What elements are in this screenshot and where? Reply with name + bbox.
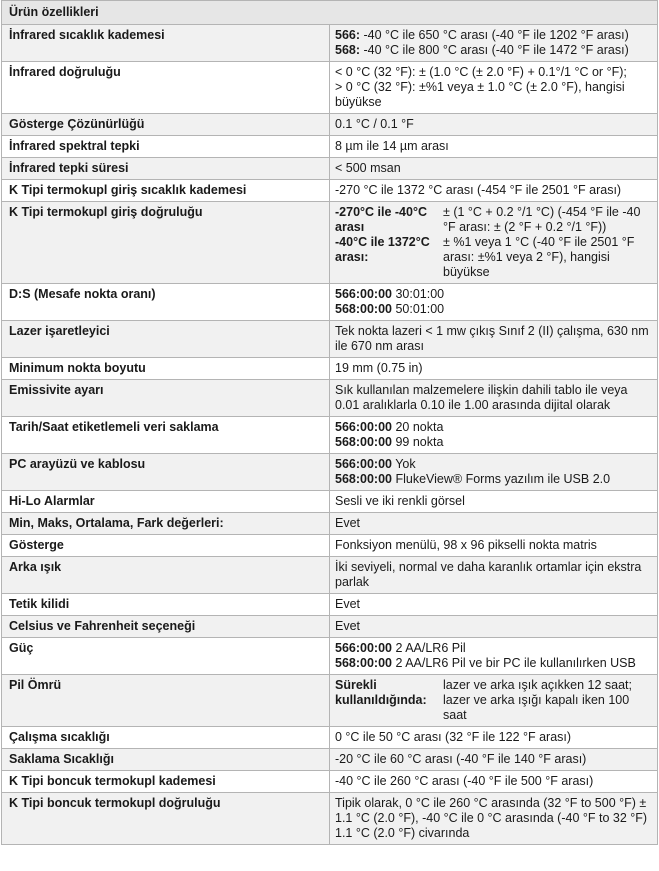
spec-subrow-value: ± (1 °C + 0.2 °/1 °C) (-454 °F ile -40 °F arası: ± (2 °F + 0.2 °/1 °F)): [443, 205, 641, 234]
table-row: [2, 557, 658, 594]
spec-line-key: 566:00:00: [335, 641, 392, 655]
spec-line-value: -40 °C ile 260 °C arası (-40 °F ile 500 °F arası): [335, 774, 594, 788]
spec-line-value: Fonksiyon menülü, 98 x 96 pikselli nokta matris: [335, 538, 597, 552]
spec-line-value: 30:01:00: [392, 287, 445, 301]
spec-label: D:S (Mesafe nokta oranı): [2, 284, 330, 321]
spec-line: [335, 796, 651, 841]
spec-value: [330, 491, 658, 513]
spec-label: Gösterge: [2, 535, 330, 557]
spec-value: [330, 557, 658, 594]
spec-line-value: Evet: [335, 516, 361, 530]
spec-value: [330, 594, 658, 616]
spec-label: Gösterge Çözünürlüğü: [2, 114, 330, 136]
spec-line: [335, 752, 651, 767]
spec-line-key: 568:00:00: [335, 435, 392, 449]
spec-line-key: 566:: [335, 28, 361, 42]
spec-value: [330, 616, 658, 638]
spec-line-value: -40 °C ile 650 °C arası (-40 °F ile 1202 °F arası): [360, 28, 629, 42]
spec-line: [335, 619, 651, 634]
spec-value: [330, 321, 658, 358]
spec-value: [330, 727, 658, 749]
spec-value: [330, 454, 658, 491]
spec-line: [335, 302, 651, 317]
spec-label: PC arayüzü ve kablosu: [2, 454, 330, 491]
spec-label: Minimum nokta boyutu: [2, 358, 330, 380]
spec-line: [335, 538, 651, 553]
spec-line-value: 19 mm (0.75 in): [335, 361, 423, 375]
spec-line-value: > 0 °C (32 °F): ±%1 veya ± 1.0 °C (± 2.0 °F), hangisi büyükse: [335, 80, 625, 109]
spec-line-key: 568:: [335, 43, 361, 57]
spec-line: [335, 117, 651, 132]
table-row: [2, 793, 658, 845]
table-row: [2, 675, 658, 727]
table-row: [2, 321, 658, 358]
spec-line: [335, 435, 651, 450]
spec-line-key: 566:00:00: [335, 420, 392, 434]
spec-value: [330, 136, 658, 158]
spec-line: [335, 730, 651, 745]
spec-line: [335, 641, 651, 656]
spec-value: [330, 180, 658, 202]
spec-subrow: [335, 678, 651, 723]
spec-line-value: Evet: [335, 597, 361, 611]
spec-label: Çalışma sıcaklığı: [2, 727, 330, 749]
spec-subrow-key: Sürekli kullanıldığında:: [335, 678, 427, 707]
spec-value: [330, 638, 658, 675]
table-row: [2, 136, 658, 158]
table-row: [2, 25, 658, 62]
spec-line: [335, 183, 651, 198]
spec-line: [335, 457, 651, 472]
spec-line: [335, 516, 651, 531]
spec-line-value: < 0 °C (32 °F): ± (1.0 °C (± 2.0 °F) + 0.1°/1 °C or °F);: [335, 65, 627, 79]
table-row: [2, 616, 658, 638]
spec-table: [1, 0, 658, 845]
spec-line-value: 0.1 °C / 0.1 °F: [335, 117, 414, 131]
spec-line: [335, 420, 651, 435]
table-row: [2, 749, 658, 771]
spec-line: [335, 656, 651, 671]
spec-label: İnfrared tepki süresi: [2, 158, 330, 180]
spec-label: K Tipi termokupl giriş sıcaklık kademesi: [2, 180, 330, 202]
spec-label: Hi-Lo Alarmlar: [2, 491, 330, 513]
spec-label: Min, Maks, Ortalama, Fark değerleri:: [2, 513, 330, 535]
spec-line-value: -270 °C ile 1372 °C arası (-454 °F ile 2501 °F arası): [335, 183, 622, 197]
spec-line: [335, 28, 651, 43]
spec-line-key: 568:00:00: [335, 472, 392, 486]
spec-line-key: 566:00:00: [335, 457, 392, 471]
spec-line-value: 2 AA/LR6 Pil: [392, 641, 466, 655]
spec-value: [330, 793, 658, 845]
spec-line-value: Tek nokta lazeri < 1 mw çıkış Sınıf 2 (II) çalışma, 630 nm ile 670 nm arası: [335, 324, 649, 353]
table-row: [2, 202, 658, 284]
spec-value: [330, 114, 658, 136]
spec-value: [330, 771, 658, 793]
spec-line-value: İki seviyeli, normal ve daha karanlık ortamlar için ekstra parlak: [335, 560, 642, 589]
table-row: [2, 62, 658, 114]
table-row: [2, 180, 658, 202]
spec-value: [330, 380, 658, 417]
table-row: [2, 638, 658, 675]
table-row: [2, 454, 658, 491]
spec-value: [330, 675, 658, 727]
spec-line: [335, 65, 651, 80]
spec-label: İnfrared doğruluğu: [2, 62, 330, 114]
spec-label: Lazer işaretleyici: [2, 321, 330, 358]
spec-label: Celsius ve Fahrenheit seçeneği: [2, 616, 330, 638]
table-row: [2, 727, 658, 749]
table-row: [2, 284, 658, 321]
spec-label: K Tipi termokupl giriş doğruluğu: [2, 202, 330, 284]
spec-line: [335, 774, 651, 789]
spec-label: Tetik kilidi: [2, 594, 330, 616]
spec-line-value: -20 °C ile 60 °C arası (-40 °F ile 140 °F arası): [335, 752, 587, 766]
spec-line-value: 2 AA/LR6 Pil ve bir PC ile kullanılırken USB: [392, 656, 636, 670]
spec-line: [335, 80, 651, 110]
spec-value: [330, 158, 658, 180]
spec-value: [330, 535, 658, 557]
spec-line: [335, 43, 651, 58]
table-row: [2, 491, 658, 513]
spec-subrow-value: ± %1 veya 1 °C (-40 °F ile 2501 °F arası: ±%1 veya 2 °F), hangisi büyükse: [443, 235, 635, 279]
spec-line-value: 20 nokta: [392, 420, 444, 434]
spec-subrow-value: lazer ve arka ışık açıkken 12 saat; lazer ve arka ışığı kapalı iken 100 saat: [443, 678, 632, 722]
spec-line-value: FlukeView® Forms yazılım ile USB 2.0: [392, 472, 611, 486]
spec-line: [335, 560, 651, 590]
spec-value: [330, 25, 658, 62]
spec-line-value: Sesli ve iki renkli görsel: [335, 494, 465, 508]
spec-line: [335, 161, 651, 176]
spec-line: [335, 383, 651, 413]
table-row: [2, 158, 658, 180]
spec-line: [335, 287, 651, 302]
spec-line-value: 50:01:00: [392, 302, 445, 316]
spec-value: [330, 284, 658, 321]
spec-label: İnfrared sıcaklık kademesi: [2, 25, 330, 62]
table-row: [2, 513, 658, 535]
spec-value: [330, 749, 658, 771]
spec-value: [330, 513, 658, 535]
spec-line-value: 8 µm ile 14 µm arası: [335, 139, 449, 153]
spec-line-key: 566:00:00: [335, 287, 392, 301]
spec-line-value: Tipik olarak, 0 °C ile 260 °C arasında (32 °F to 500 °F) ± 1.1 °C (2.0 °F), -40 °C ile 0 °C arasında (-40 °F to 32 °F) 1.1 °C (2.0 °F) civarında: [335, 796, 648, 840]
table-header-row: [2, 1, 658, 25]
spec-subrow-key: -270°C ile -40°C arası: [335, 205, 427, 234]
spec-line: [335, 139, 651, 154]
spec-subrow-key: -40°C ile 1372°C arası:: [335, 235, 430, 264]
table-row: [2, 594, 658, 616]
spec-line-value: 0 °C ile 50 °C arası (32 °F ile 122 °F arası): [335, 730, 572, 744]
spec-value: [330, 62, 658, 114]
spec-label: Tarih/Saat etiketlemeli veri saklama: [2, 417, 330, 454]
table-row: [2, 380, 658, 417]
spec-label: İnfrared spektral tepki: [2, 136, 330, 158]
spec-label: Güç: [2, 638, 330, 675]
spec-label: K Tipi boncuk termokupl doğruluğu: [2, 793, 330, 845]
table-title: Ürün özellikleri: [2, 1, 658, 25]
spec-line-value: Yok: [392, 457, 416, 471]
spec-label: Arka ışık: [2, 557, 330, 594]
spec-line-value: < 500 msan: [335, 161, 401, 175]
spec-value: [330, 202, 658, 284]
spec-value: [330, 358, 658, 380]
spec-line: [335, 361, 651, 376]
table-row: [2, 771, 658, 793]
table-row: [2, 417, 658, 454]
spec-line-key: 568:00:00: [335, 302, 392, 316]
spec-line-value: Sık kullanılan malzemelere ilişkin dahili tablo ile veya 0.01 aralıklarla 0.10 ile 1.00 arasında dijital olarak: [335, 383, 628, 412]
spec-subrow: [335, 205, 651, 235]
spec-label: K Tipi boncuk termokupl kademesi: [2, 771, 330, 793]
spec-line: [335, 494, 651, 509]
spec-label: Pil Ömrü: [2, 675, 330, 727]
spec-subrow: [335, 235, 651, 280]
spec-label: Emissivite ayarı: [2, 380, 330, 417]
spec-line-key: 568:00:00: [335, 656, 392, 670]
spec-line-value: Evet: [335, 619, 361, 633]
table-row: [2, 114, 658, 136]
spec-value: [330, 417, 658, 454]
table-row: [2, 358, 658, 380]
spec-label: Saklama Sıcaklığı: [2, 749, 330, 771]
spec-line: [335, 472, 651, 487]
spec-line-value: -40 °C ile 800 °C arası (-40 °F ile 1472 °F arası): [360, 43, 629, 57]
spec-line-value: 99 nokta: [392, 435, 444, 449]
spec-line: [335, 597, 651, 612]
table-row: [2, 535, 658, 557]
spec-line: [335, 324, 651, 354]
